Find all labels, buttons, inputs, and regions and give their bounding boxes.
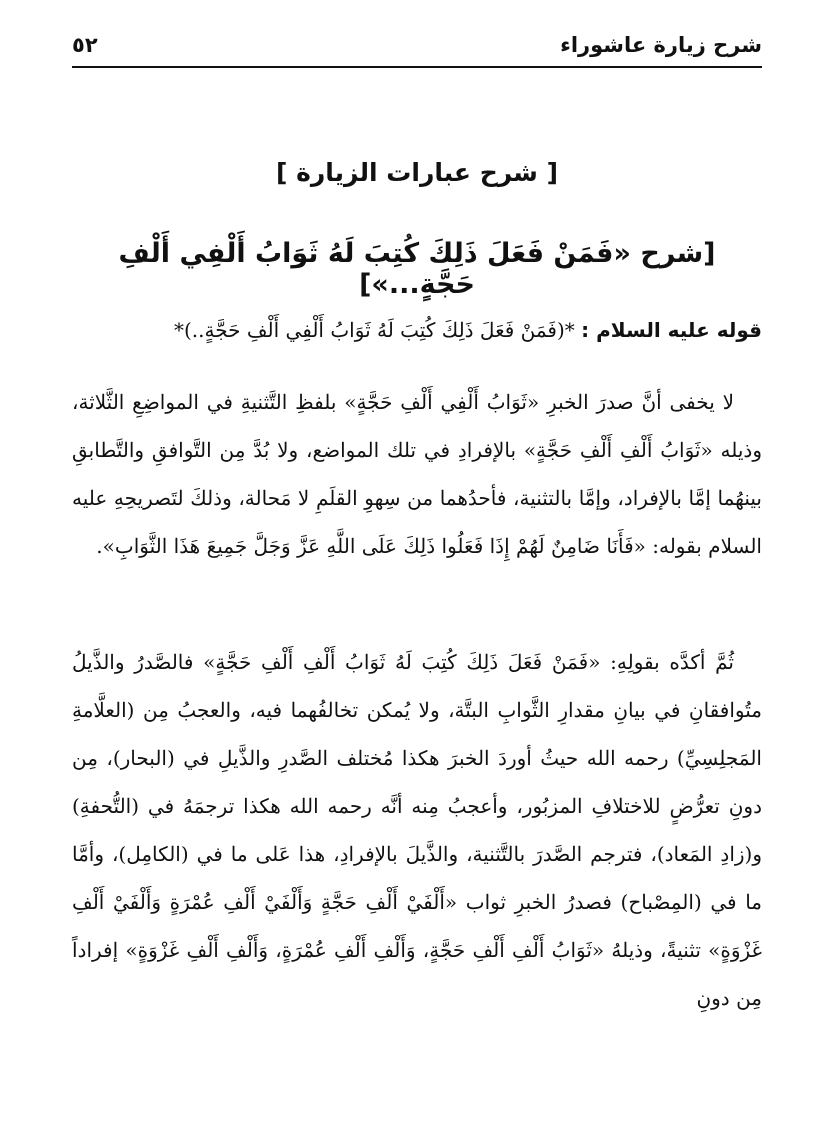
- paragraph-2: [72, 638, 762, 1022]
- header-rule: [72, 66, 762, 68]
- section-title: [ شرح عبارات الزيارة ]: [275, 158, 558, 187]
- quote-label: قوله عليه السلام :: [581, 318, 762, 342]
- page-header: [72, 28, 762, 62]
- running-title: شرح زيارة عاشوراء: [560, 33, 762, 57]
- page-number: ٥٢: [72, 33, 98, 57]
- paragraph-2-text: ثُمَّ أكدَّه بقولِهِ: «فَمَنْ فَعَلَ ذَلِكَ كُتِبَ لَهُ ثَوَابُ أَلْفِ أَلْفِ حَجَّةٍ» فالصَّدرُ والذَّيلُ متُوافقانِ في بيانِ مقدارِ الثَّوابِ البتَّة، ولا يُمكن تخالفُهما فيه، والعجبُ مِن (العلَّامةِ المَجلِسِيِّ) رحمه الله حيثُ أوردَ الخبرَ هكذا مُختلف الصَّدرِ والذَّيلِ في (البحار)، مِن دونِ تعرُّضٍ للاختلافِ المزبُور، وأعجبُ مِنه أنَّه رحمه الله هكذا ترجمَهُ في (التُّحفةِ) و(زادِ المَعاد)، فترجم الصَّدرَ بالتَّثنية، والذَّيلَ بالإفرادِ، هذا عَلى ما في (الكامِل)، وأمَّا ما في (المِصْباح) فصدرُ الخبرِ ثواب «أَلْفَيْ أَلْفِ حَجَّةٍ وَأَلْفَيْ أَلْفِ عُمْرَةٍ وَأَلْفَيْ أَلْفِ غَزْوَةٍ» تثنيةً، وذيلهُ «ثَوَابُ أَلْفِ أَلْفِ حَجَّةٍ، وَأَلْفِ أَلْفِ عُمْرَةٍ، وَأَلْفِ أَلْفِ غَزْوَةٍ» إفراداً مِن دونِ: [72, 650, 762, 1010]
- paragraph-1: [72, 378, 762, 570]
- quote-text: *(فَمَنْ فَعَلَ ذَلِكَ كُتِبَ لَهُ ثَوَابُ أَلْفِي أَلْفِ حَجَّةٍ..)*: [173, 318, 575, 342]
- paragraph-1-text: لا يخفى أنَّ صدرَ الخبرِ «ثَوَابُ أَلْفِي أَلْفِ حَجَّةٍ» بلفظِ التَّثنيةِ في المواضِعِ الثَّلاثة، وذيله «ثَوَابُ أَلْفِ أَلْفِ حَجَّةٍ» بالإفرادِ في تلك المواضع، ولا بُدَّ مِن التَّوافقِ والتَّطابقِ بينهُما إمَّا بالإفراد، وإمَّا بالتثنية، فأحدُهما من سِهوِ القلَمِ لا مَحالة، وذلكَ لتَصريحِهِ عليه السلام بقوله: «فَأَنَا ضَامِنٌ لَهُمْ إِذَا فَعَلُوا ذَلِكَ عَلَى اللَّهِ عَزَّ وَجَلَّ جَمِيعَ هَذَا الثَّوَابِ».: [72, 390, 762, 558]
- quote-line: [72, 318, 762, 342]
- subsection-title: [شرح «فَمَنْ فَعَلَ ذَلِكَ كُتِبَ لَهُ ثَوَابُ أَلْفِي أَلْفِ حَجَّةٍ...»]: [118, 238, 716, 300]
